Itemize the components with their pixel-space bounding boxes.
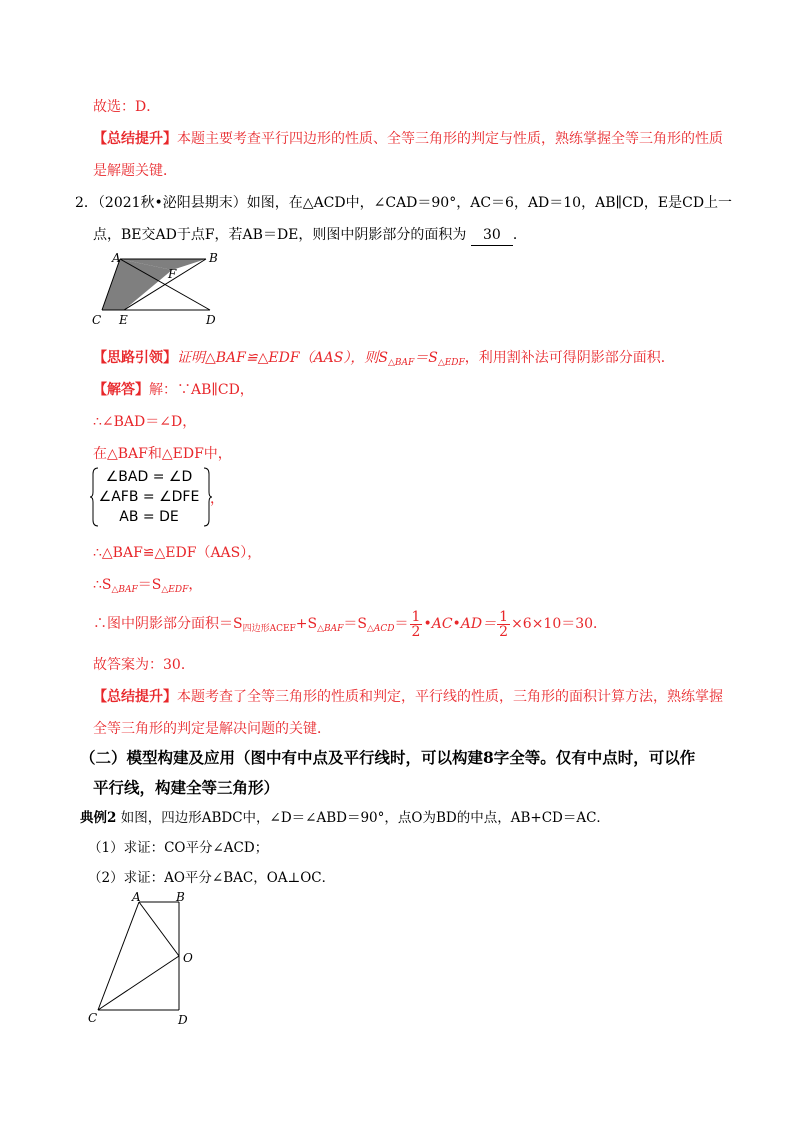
q1-summary-cont: 是解题关键． (93, 163, 177, 179)
q2-solve-line4: ∴△BAF≌△EDF（AAS）， (93, 545, 262, 561)
hint-subscript: △BAF (387, 358, 415, 368)
hint-text: 证明△BAF≌△EDF（AAS），则S (177, 350, 388, 366)
label-f: F (168, 267, 177, 281)
fraction-half (410, 610, 423, 639)
question-text: 点，BE交AD于点F，若AB＝DE，则图中阴影部分的面积为 (93, 227, 467, 243)
q2-solve-line5 (93, 575, 202, 600)
solve-text: 解：∵AB∥CD， (149, 382, 254, 398)
q1-answer-line: 故选：D． (93, 99, 161, 115)
system-eq2: ∠AFB = ∠DFE (98, 489, 200, 505)
solve-text: •AC•AD＝ (423, 616, 497, 632)
solve-text: ＝ (394, 616, 409, 632)
q2-answer-line: 故答案为：30． (93, 657, 195, 673)
q2-solve-line2: ∴∠BAD＝∠D， (93, 414, 197, 430)
hint-subscript: △EDF (437, 358, 465, 368)
label-a: A (112, 251, 121, 265)
q1-summary (93, 129, 723, 149)
solve-subscript: △ACD (367, 624, 395, 634)
solve-text: ＝S (137, 577, 162, 593)
quadrilateral-figure (84, 890, 204, 1028)
label-b: B (209, 251, 218, 265)
system-eq1: ∠BAD = ∠D (105, 469, 193, 485)
fraction-numerator: 1 (411, 608, 421, 625)
parallelogram-figure (88, 250, 228, 330)
q2-solve-line1 (93, 380, 254, 400)
label-o: O (183, 951, 193, 965)
q2-hint (93, 348, 675, 373)
solve-tag: 【解答】 (93, 382, 149, 398)
hint-text: ＝S (414, 350, 438, 366)
label-c: C (88, 1011, 98, 1025)
solve-subscript: △EDF (161, 585, 189, 595)
label-d: D (206, 313, 216, 327)
hint-text: ，利用割补法可得阴影部分面积． (464, 350, 675, 366)
system-comma: ， (210, 491, 224, 507)
period: ． (512, 227, 527, 243)
segment-ao (139, 902, 179, 956)
summary-text: 本题主要考查平行四边形的性质、全等三角形的判定与性质，熟练掌握全等三角形的性质 (177, 131, 723, 147)
fraction-numerator: 1 (499, 608, 509, 625)
label-b: B (176, 890, 185, 904)
solve-text: ×6×10＝30． (511, 616, 608, 632)
fraction-half (497, 610, 510, 639)
solve-text: ∴图中阴影部分面积＝S (93, 616, 243, 632)
question-text: （2021秋•泌阳县期末）如图，在△ACD中，∠CAD＝90°，AC＝6，AD＝10，AB∥CD，E是CD上一 (97, 195, 733, 211)
fraction-denominator: 2 (499, 623, 509, 640)
question-number: 2． (75, 195, 98, 211)
segment-co (98, 956, 179, 1010)
solve-text: ＝S (343, 616, 367, 632)
section-heading: （二）模型构建及应用（图中有中点及平行线时，可以构建8字全等。仅有中点时，可以作 (80, 748, 696, 767)
q2-stem-line1 (75, 193, 732, 213)
solve-text: +S (295, 616, 318, 632)
example-label: 典例2 (80, 810, 117, 826)
label-c: C (92, 313, 102, 327)
equation-system (90, 466, 224, 528)
solve-subscript: △BAF (111, 585, 138, 595)
q2-stem-line2 (93, 225, 527, 246)
example2-part1: （1）求证：CO平分∠ACD； (88, 840, 269, 856)
hint-tag: 【思路引领】 (93, 350, 177, 366)
solve-text: ∴S (93, 577, 112, 593)
section-heading-cont: 平行线，构建全等三角形） (93, 778, 280, 797)
summary-tag: 【总结提升】 (93, 131, 177, 147)
answer-blank: 30 (471, 225, 513, 246)
label-a: A (132, 890, 141, 904)
solve-subscript: △BAF (317, 624, 344, 634)
solve-subscript: 四边形ACEF (242, 624, 296, 634)
example2-part2: （2）求证：AO平分∠BAC，OA⊥OC． (88, 870, 336, 886)
segment-ac (98, 902, 139, 1010)
system-eq3: AB = DE (119, 509, 179, 525)
q2-solve-line6 (93, 608, 607, 645)
q2-solve-line3: 在△BAF和△EDF中， (93, 446, 232, 462)
solve-text: ， (188, 577, 203, 593)
example2-stem (80, 808, 610, 828)
q2-summary-cont: 全等三角形的判定是解决问题的关键． (93, 721, 331, 737)
example-text: 如图，四边形ABDC中，∠D＝∠ABD＝90°，点O为BD的中点，AB+CD＝AC． (120, 810, 610, 826)
fraction-denominator: 2 (411, 623, 421, 640)
label-e: E (119, 313, 128, 327)
q2-summary (93, 687, 723, 707)
summary-text: 本题考查了全等三角形的性质和判定，平行线的性质，三角形的面积计算方法，熟练掌握 (177, 689, 723, 705)
label-d: D (178, 1013, 188, 1027)
summary-tag: 【总结提升】 (93, 689, 177, 705)
